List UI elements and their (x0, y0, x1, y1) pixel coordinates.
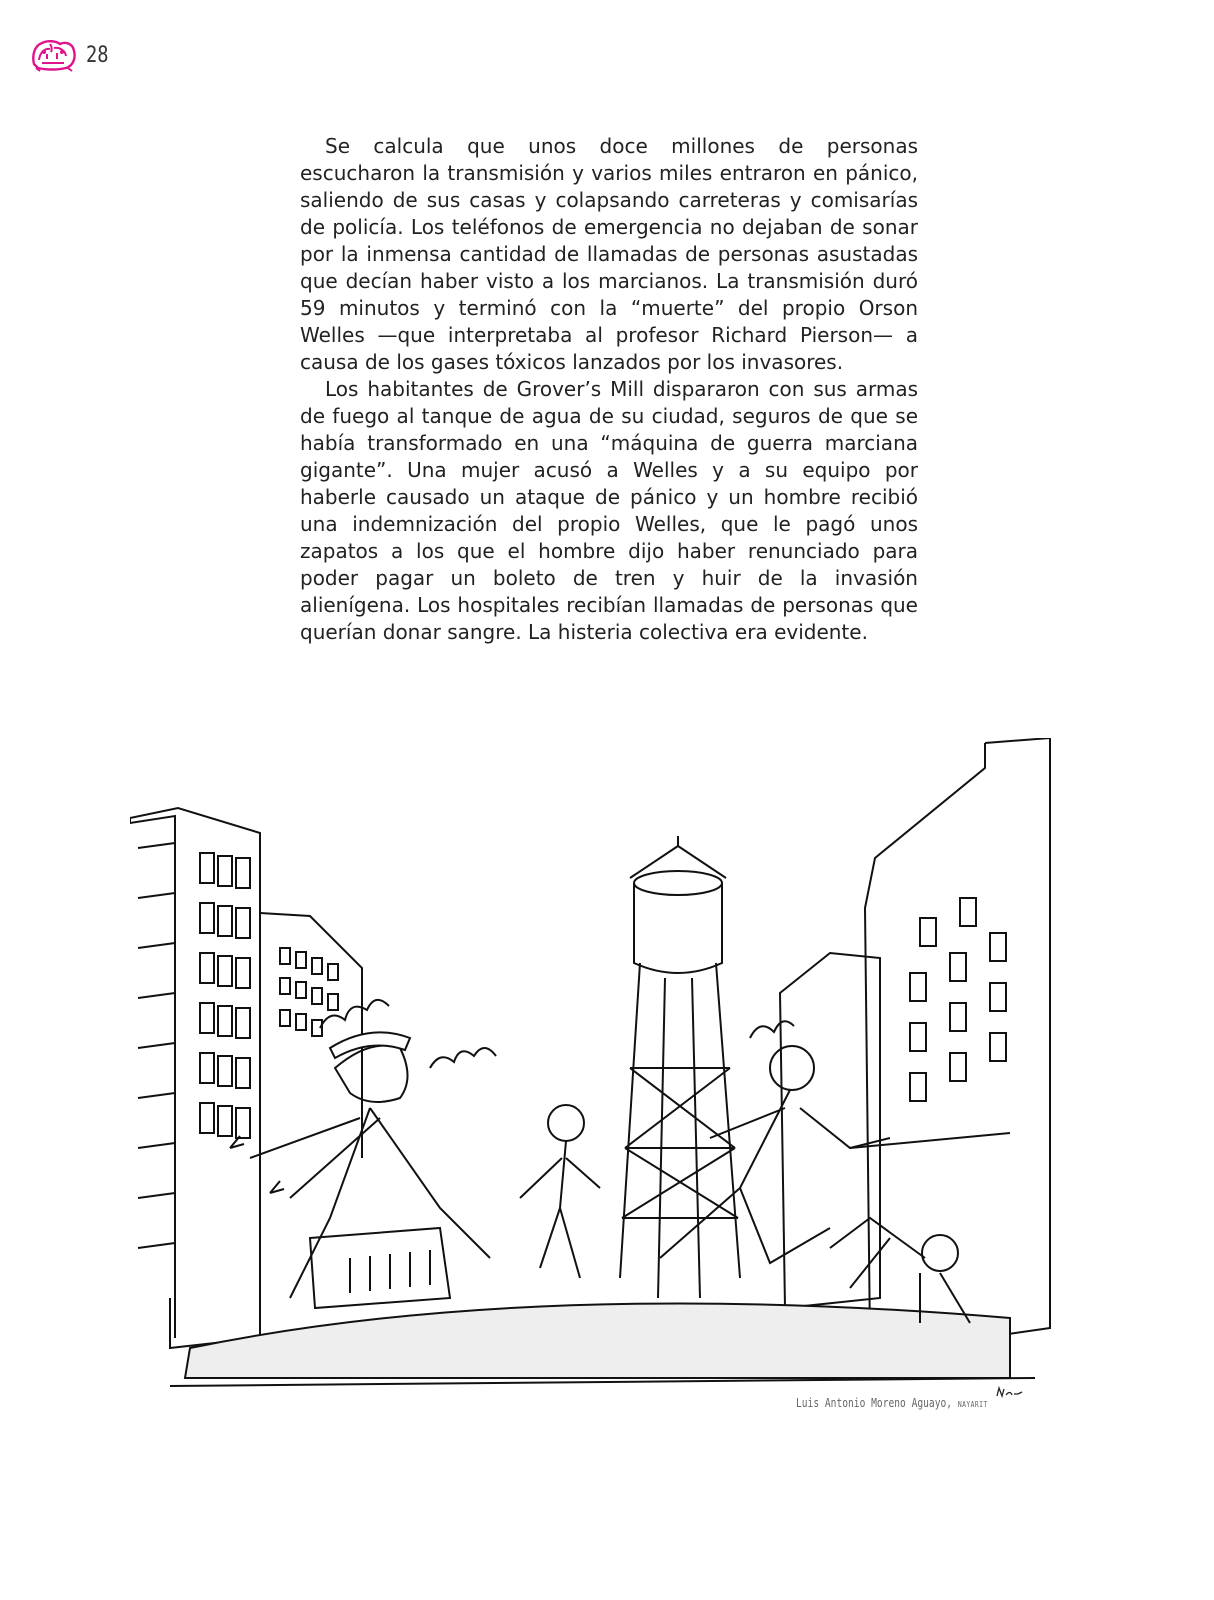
page-number: 28 (86, 42, 109, 68)
city-panic-illustration (130, 738, 1055, 1390)
running-boy (520, 1105, 600, 1278)
page-header (30, 38, 113, 72)
paragraph: Se calcula que unos doce millones de personas escucharon la transmisión y varios miles entraron en pánico, saliendo de sus casas y colapsando carreteras y comisarías de policía. Los teléfonos de emergencia no dejaban de sonar por la inmensa cantidad de llamadas de personas asustadas que decían haber visto a los marcianos. La transmisión duró 59 minutos y terminó con la “muerte” del propio Orson Welles —que interpretaba al profesor Richard Pierson— a causa de los gases tóxicos lanzados por los invasores. (300, 134, 918, 374)
illustration-drawing (130, 738, 1055, 1390)
credit-name: Luis Antonio Moreno Aguayo, (796, 1396, 953, 1410)
magenta-emblem-icon (30, 38, 76, 72)
illustration-credit (796, 1396, 988, 1410)
running-man-hat (230, 1032, 490, 1298)
paragraph: Los habitantes de Grover’s Mill dispararon con sus armas de fuego al tanque de agua de su ciudad, seguros de que se había transformado en una “máquina de guerra marciana gigante”. Una mujer acusó a Welles y a su equipo por haberle causado un ataque de pánico y un hombre recibió una indemnización del propio Welles, que le pagó unos zapatos a los que el hombre dijo haber renunciado para poder pagar un boleto de tren y huir de la invasión alienígena. Los hospitales recibían llamadas de personas que querían donar sangre. La histeria colectiva era evidente. (300, 377, 918, 644)
credit-region: NAYARIT (957, 1400, 988, 1409)
running-man-right (660, 1046, 1010, 1263)
article-body (300, 133, 918, 646)
artist-signature (996, 1386, 1024, 1398)
left-building-windows (200, 853, 250, 1138)
